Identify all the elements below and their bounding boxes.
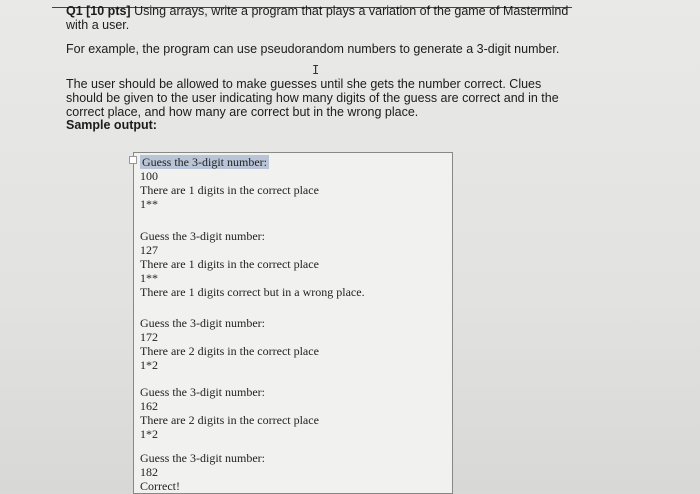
output-block-5 bbox=[140, 451, 265, 493]
prompt-text: Guess the 3-digit number: bbox=[140, 385, 265, 399]
correct-place-text: There are 1 digits in the correct place bbox=[140, 257, 319, 271]
prompt-text: Guess the 3-digit number: bbox=[140, 451, 265, 465]
example-text: For example, the program can use pseudorandom numbers to generate a 3-digit number. bbox=[66, 42, 560, 56]
output-block-4 bbox=[140, 385, 319, 441]
output-block-1 bbox=[140, 155, 319, 211]
guess-text: 162 bbox=[140, 399, 158, 413]
prompt-text: Guess the 3-digit number: bbox=[140, 316, 265, 330]
guess-text: 182 bbox=[140, 465, 158, 479]
output-block-2 bbox=[140, 229, 365, 299]
result-text: Correct! bbox=[140, 479, 180, 493]
correct-place-text: There are 1 digits in the correct place bbox=[140, 183, 319, 197]
question-number: Q1 [10 pts] bbox=[66, 4, 131, 18]
resize-handle-icon[interactable] bbox=[129, 156, 137, 164]
prompt-text: Guess the 3-digit number: bbox=[140, 229, 265, 243]
wrong-place-text: There are 1 digits correct but in a wrong place. bbox=[140, 285, 365, 299]
sample-output-box[interactable] bbox=[133, 152, 453, 494]
correct-place-text: There are 2 digits in the correct place bbox=[140, 413, 319, 427]
sample-output-label: Sample output: bbox=[66, 118, 157, 132]
guess-text: 127 bbox=[140, 243, 158, 257]
question-text-line2: with a user. bbox=[66, 18, 130, 32]
instructions-line1: The user should be allowed to make guesses until she gets the number correct. Clues bbox=[66, 77, 542, 91]
instructions-line3: correct place, and how many are correct but in the wrong place. bbox=[66, 105, 419, 119]
clue-text: 1** bbox=[140, 271, 158, 285]
clue-text: 1** bbox=[140, 197, 158, 211]
question-heading bbox=[66, 4, 586, 32]
output-block-3 bbox=[140, 316, 319, 372]
instructions bbox=[66, 77, 586, 119]
correct-place-text: There are 2 digits in the correct place bbox=[140, 344, 319, 358]
clue-text: 1*2 bbox=[140, 427, 158, 441]
question-text-line1: Using arrays, write a program that plays a variation of the game of Mastermind bbox=[130, 4, 569, 18]
guess-text: 100 bbox=[140, 169, 158, 183]
instructions-line2: should be given to the user indicating how many digits of the guess are correct and in the bbox=[66, 91, 559, 105]
guess-text: 172 bbox=[140, 330, 158, 344]
prompt-text: Guess the 3-digit number: bbox=[142, 155, 267, 169]
clue-text: 1*2 bbox=[140, 358, 158, 372]
text-cursor-icon: I bbox=[312, 63, 320, 77]
